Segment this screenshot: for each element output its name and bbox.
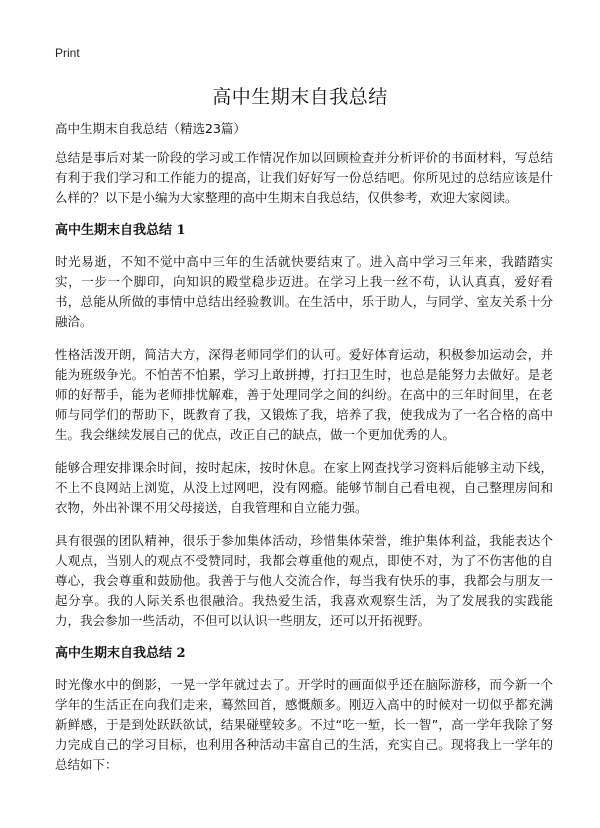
section-paragraph: 时光易逝，不知不觉中高中三年的生活就快要结束了。进入高中学习三年来，我踏踏实实，一步一个脚印，向知识的殿堂稳步迈进。在学习上我一丝不苟，认认真真，爱好看书，总能从所做的事情中总结出经验教训。在生活中，乐于助人，与同学、室友关系十分融洽。: [55, 254, 553, 329]
intro-paragraph: 总结是事后对某一阶段的学习或工作情况作加以回顾检查并分析评价的书面材料，写总结有利于我们学习和工作能力的提高，让我们好好写一份总结吧。你所见过的总结应该是什么样的？以下是小编为大家整理的高中生期末自我总结，仅供参考，欢迎大家阅读。: [55, 150, 553, 205]
section-paragraph: 能够合理安排课余时间，按时起床，按时休息。在家上网查找学习资料后能够主动下线，不上不良网站上浏览，从没上过网吧，没有网瘾。能够节制自己看电视，自己整理房间和衣物，外出补课不用父母接送，自我管理和自立能力强。: [55, 460, 553, 515]
section-paragraph: 性格活泼开朗，简洁大方，深得老师同学们的认可。爱好体育运动，积极参加运动会，并能为班级争光。不怕苦不怕累，学习上敢拼搏，打扫卫生时，也总是能努力去做好。是老师的好帮手，能为老师排忧解难，善于处理同学之间的纠纷。在高中的三年时间里，在老师与同学们的帮助下，既教育了我，又锻炼了我，培养了我，使我成为了一名合格的高中生。我会继续发展自己的优点，改正自己的缺点，做一个更加优秀的人。: [55, 347, 553, 442]
section-paragraph: 具有很强的团队精神，很乐于参加集体活动，珍惜集体荣誉，维护集体利益，我能表达个人观点，当别人的观点不受赞同时，我都会尊重他的观点，即使不对，为了不伤害他的自尊心，我会尊重和鼓励他。我善于与他人交流合作，每当我有快乐的事，我都会与朋友一起分享。我的人际关系也很融洽。我热爱生活，我喜欢观察生活，为了发展我的实践能力，我会参加一些活动，不但可以认识一些朋友，还可以开拓视野。: [55, 533, 553, 628]
section-paragraph: 时光像水中的倒影，一晃一学年就过去了。开学时的画面似乎还在脑际游移，而今新一个学年的生活正在向我们走来，蓦然回首，感慨颇多。刚迈入高中的时候对一切似乎都充满新鲜感，于是到处跃跃欲试，结果碰壁较多。不过“吃一堑，长一智”，高一学年我除了努力完成自己的学习目标，也利用各种活动丰富自己的生活，充实自己。现将我上一学年的总结如下：: [55, 677, 553, 772]
page-title: 高中生期末自我总结: [212, 86, 388, 108]
section-heading: 高中生期末自我总结 1: [55, 223, 186, 238]
document-subtitle: 高中生期末自我总结（精选23篇）: [55, 121, 246, 136]
section-heading: 高中生期末自我总结 2: [55, 646, 186, 661]
print-link[interactable]: Print: [55, 46, 80, 60]
document-body: [55, 118, 553, 788]
